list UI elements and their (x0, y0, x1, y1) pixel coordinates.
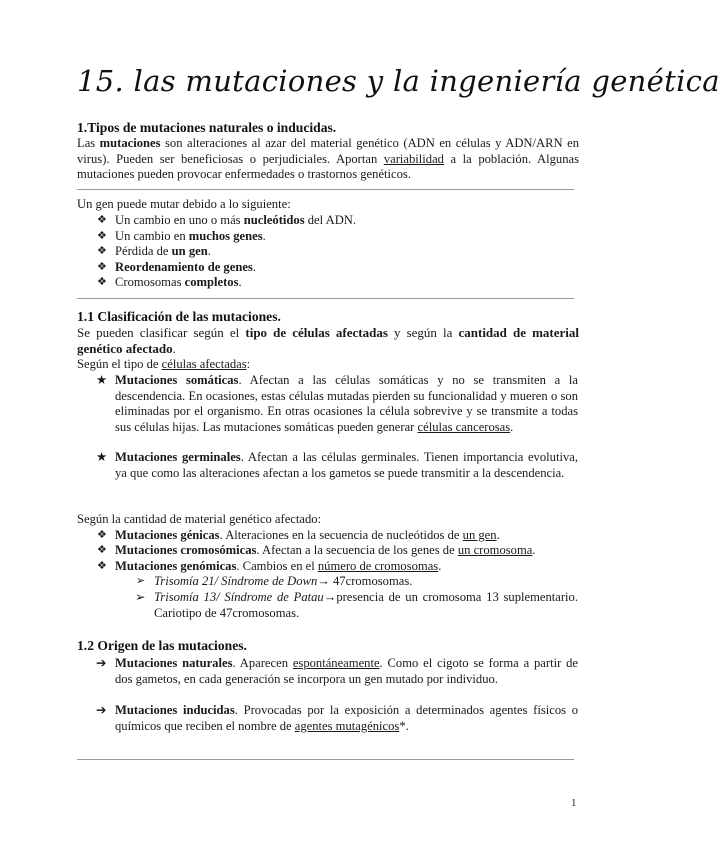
list-item: ❖ Cromosomas completos. (97, 275, 242, 289)
diamond-bullet-icon: ❖ (97, 560, 107, 572)
section-1-1-heading: 1.1 Clasificación de las mutaciones. (77, 309, 281, 324)
section-1-heading: 1.Tipos de mutaciones naturales o inducidas. (77, 120, 337, 135)
diamond-bullet-icon: ❖ (97, 245, 107, 257)
divider (77, 298, 574, 299)
diamond-bullet-icon: ❖ (97, 214, 107, 226)
page-number: 1 (571, 797, 577, 809)
diamond-bullet-icon: ❖ (97, 230, 107, 242)
list-item: ❖ Un cambio en muchos genes. (97, 229, 266, 243)
inducidas-item: ➔ Mutaciones inducidas. Provocadas por la exposición a determinados agentes físicos o químicos que reciben el nombre de agentes mutagénicos*. (96, 703, 578, 733)
somaticas-item: ★ Mutaciones somáticas. Afectan a las células somáticas y no se transmiten a la descendencia. En ocasiones, estas células mutadas pierden su funcionalidad y mueren o son eliminadas por el organismo. En otras ocasiones la célula sobrevive y se transmite a todas sus células hijas. Las mutaciones somáticas pueden generar células cancerosas. (96, 373, 578, 434)
section-1-paragraph: Las mutaciones son alteraciones al azar del material genético (ADN en células y ADN/ARN en virus). Pueden ser beneficiosas o perjudiciales. Aportan variabilidad a la población. Algunas mutaciones pueden provocar enfermedades o trastornos genéticos. (77, 136, 579, 182)
divider (77, 759, 574, 760)
diamond-bullet-icon: ❖ (97, 261, 107, 273)
list-intro: Un gen puede mutar debido a lo siguiente: (77, 197, 291, 211)
list-item: ❖ Mutaciones genómicas. Cambios en el número de cromosomas. (97, 559, 442, 573)
star-bullet-icon: ★ (96, 373, 108, 387)
naturales-item: ➔ Mutaciones naturales. Aparecen espontáneamente. Como el cigoto se forma a partir de dos gametos, en cada generación se incorpora un gen mutado por individuo. (96, 656, 578, 686)
tipo-intro: Según el tipo de células afectadas: (77, 357, 251, 371)
sub-list-item: ➢ Trisomía 21/ Síndrome de Down→ 47cromosomas. (136, 574, 413, 588)
list-item: ❖ Un cambio en uno o más nucleótidos del ADN. (97, 213, 357, 227)
sub-list-item: ➢ Trisomía 13/ Síndrome de Patau→presencia de un cromosoma 13 suplementario. Cariotipo de 47cromosomas. (135, 590, 578, 620)
divider (77, 189, 574, 190)
diamond-bullet-icon: ❖ (97, 276, 107, 288)
list-item: ❖ Pérdida de un gen. (97, 244, 211, 258)
diamond-bullet-icon: ❖ (97, 544, 107, 556)
chevron-bullet-icon: ➢ (136, 575, 146, 587)
list-item: ❖ Reordenamiento de genes. (97, 260, 256, 274)
section-1-2-heading: 1.2 Origen de las mutaciones. (77, 638, 247, 653)
germinales-item: ★ Mutaciones germinales. Afectan a las células germinales. Tienen importancia evolutiva, ya que como las alteraciones afectan a los gametos se puede transmitir a la descendencia. (96, 450, 578, 480)
list-item: ❖ Mutaciones génicas. Alteraciones en la secuencia de nucleótidos de un gen. (97, 528, 500, 542)
list-item: ❖ Mutaciones cromosómicas. Afectan a la secuencia de los genes de un cromosoma. (97, 543, 536, 557)
page-title: 15. las mutaciones y la ingeniería genética (77, 64, 720, 98)
chevron-bullet-icon: ➢ (135, 590, 146, 604)
arrow-bullet-icon: ➔ (96, 703, 107, 717)
cantidad-intro: Según la cantidad de material genético afectado: (77, 512, 322, 526)
section-1-1-paragraph: Se pueden clasificar según el tipo de células afectadas y según la cantidad de material genético afectado. (77, 325, 579, 356)
arrow-bullet-icon: ➔ (96, 656, 107, 670)
diamond-bullet-icon: ❖ (97, 529, 107, 541)
star-bullet-icon: ★ (96, 450, 108, 464)
